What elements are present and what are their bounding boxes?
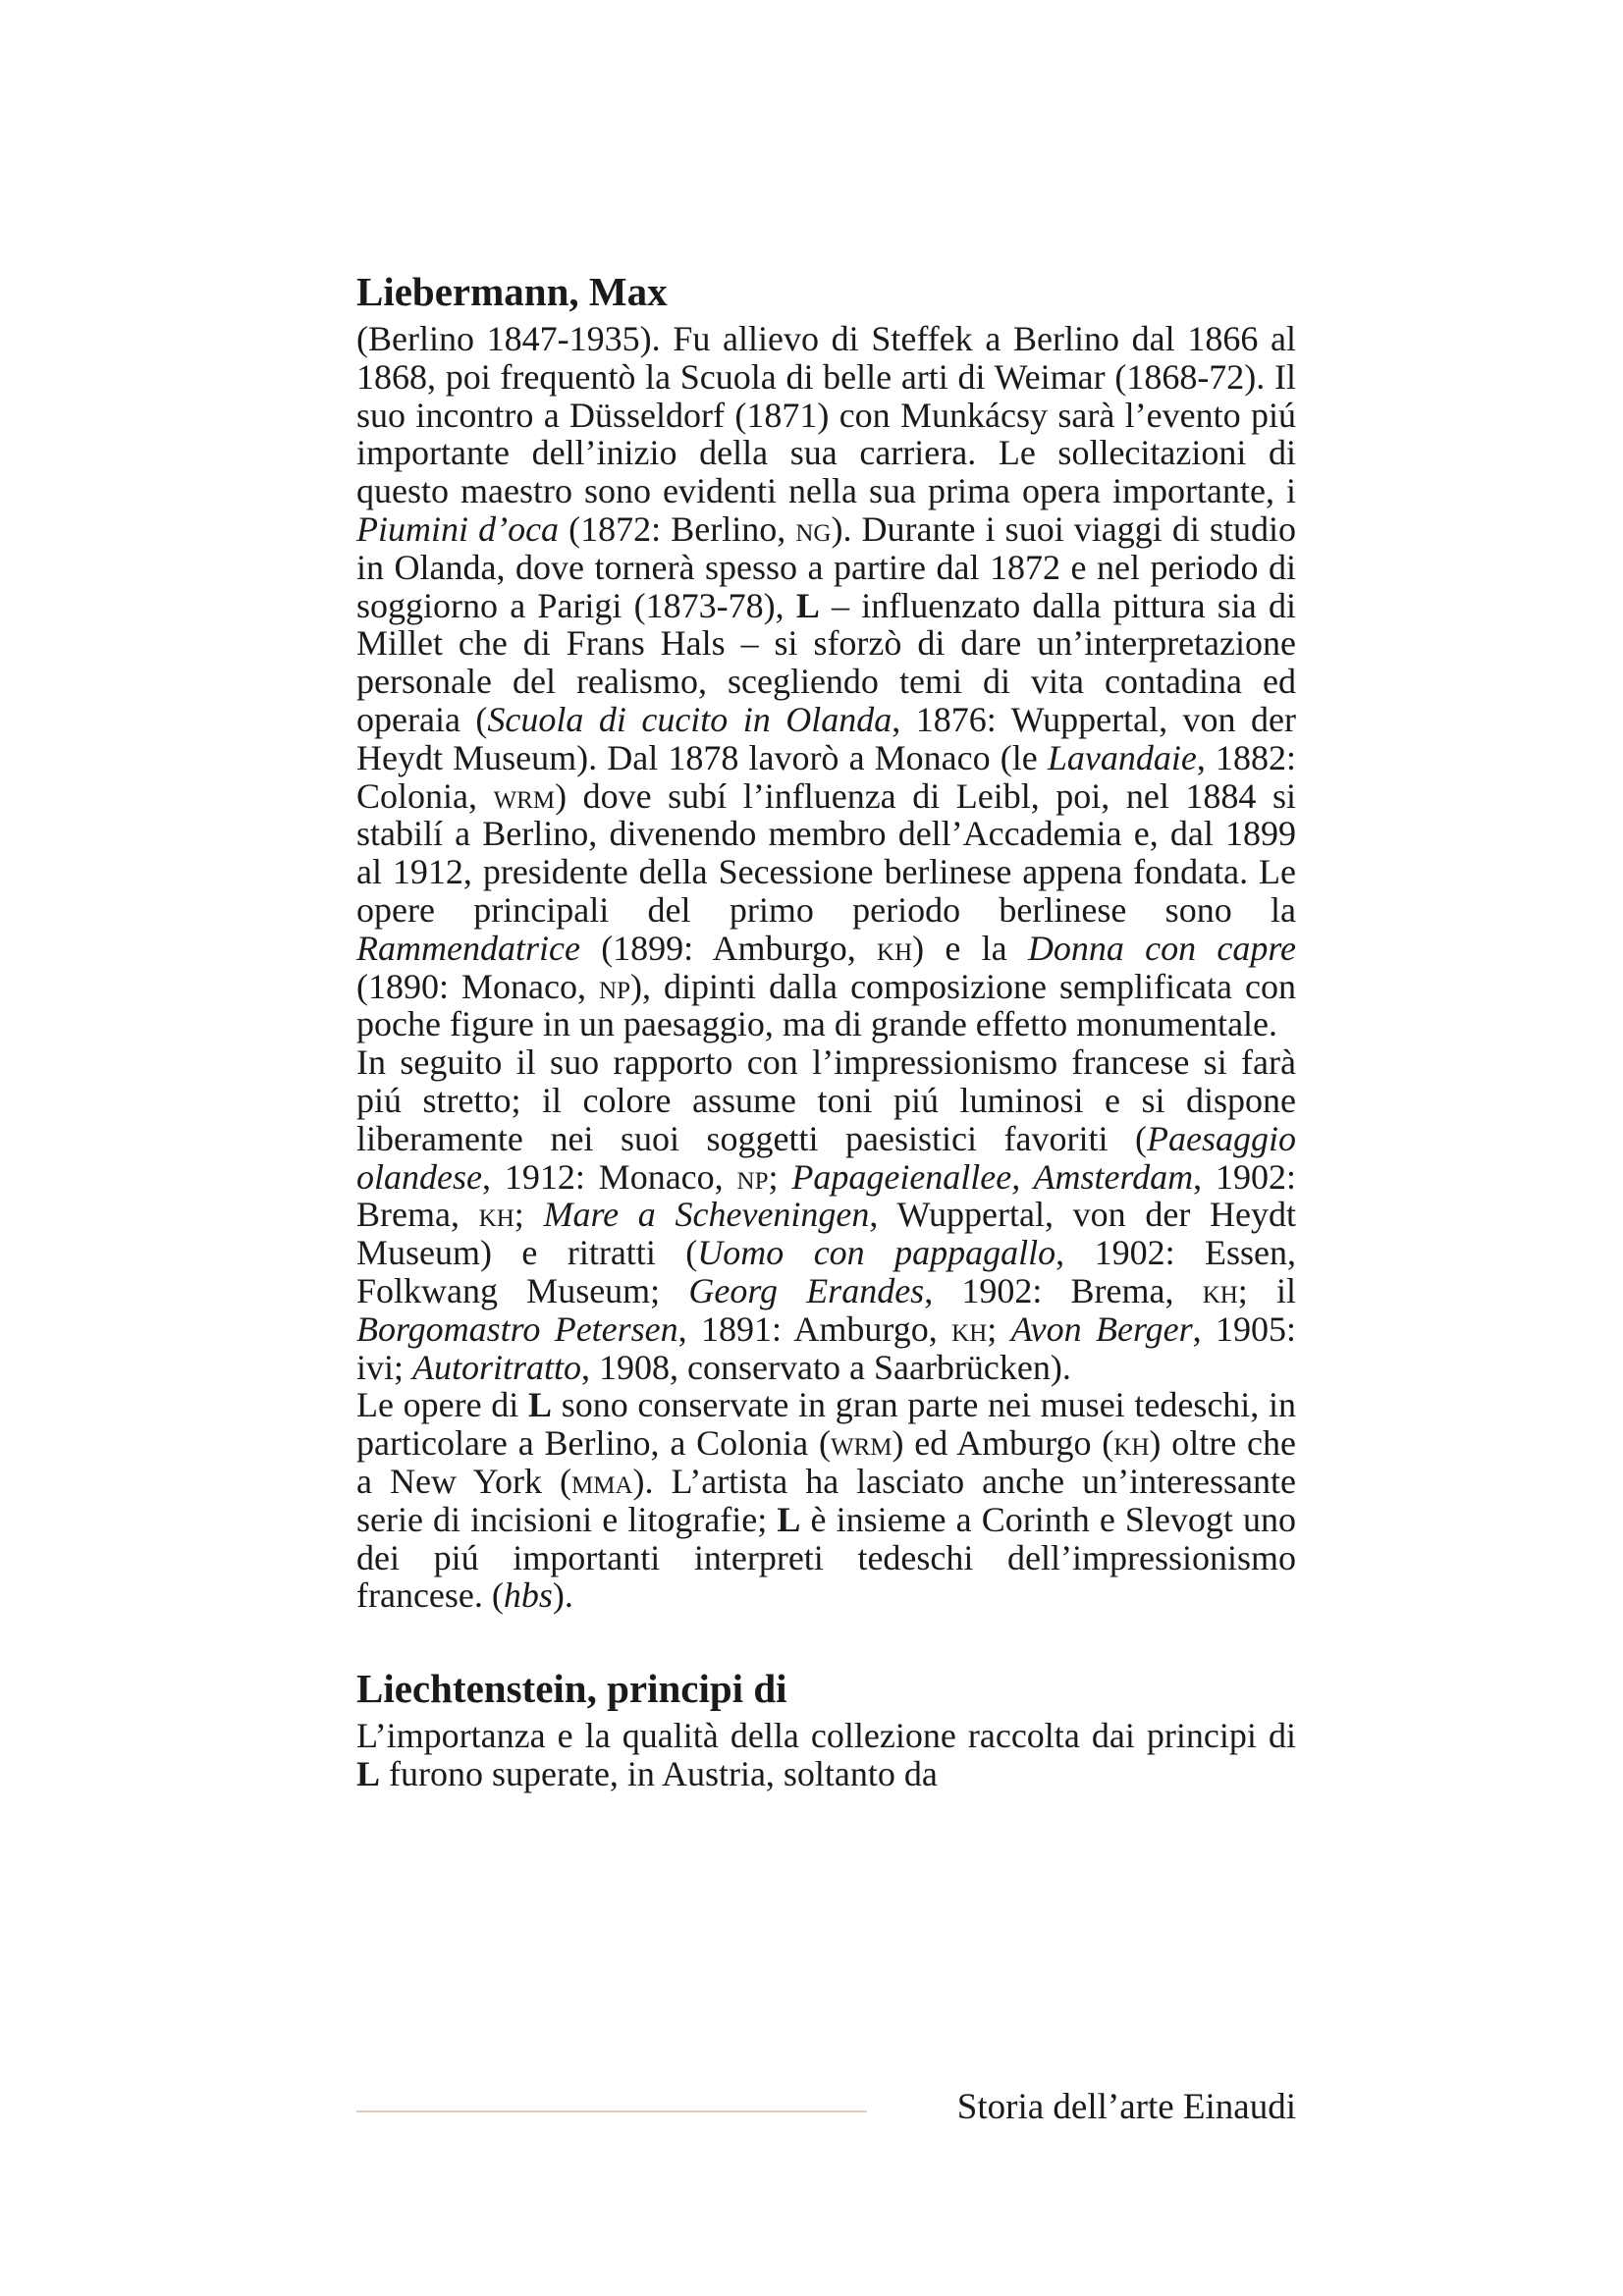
text-run: sono conservate in gran parte nei musei tedeschi, in particolare a Berlino, a Colonia ( <box>356 1385 1297 1464</box>
text-run: è insieme a Corinth e Slevogt uno dei piú importanti interpreti tedeschi dell’impressionismo francese. ( <box>356 1499 1296 1616</box>
entry-paragraph <box>356 1717 1296 1793</box>
bold-initial: L <box>528 1385 553 1425</box>
text-run: (1872: Berlino, <box>559 508 796 549</box>
text-run: furono superate, in Austria, soltanto da <box>380 1753 938 1793</box>
collection-abbrev: np <box>599 966 630 1006</box>
collection-abbrev: kh <box>1202 1270 1238 1310</box>
italic-title: Paesaggio olandese <box>356 1118 1296 1197</box>
entry-title-liechtenstein: Liechtenstein, principi di <box>356 1666 787 1712</box>
text-run: L’importanza e la qualità della collezione raccolta dai principi di <box>356 1716 1296 1756</box>
text-run: , 1902: Essen, Folkwang Museum; <box>356 1233 1296 1310</box>
text-run: ) oltre che a New York ( <box>356 1423 1296 1501</box>
italic-title: hbs <box>503 1575 553 1616</box>
text-run: ) dove subí l’influenza di Leibl, poi, nel 1884 si stabilí a Berlino, divenendo membro dell’Accademia e, dal 1899 al 1912, presidente della Secessione berlinese appena fondata. Le opere principali del primo periodo berlinese sono la <box>356 775 1296 930</box>
footer-divider <box>356 2110 867 2112</box>
italic-title: Autoritratto <box>412 1347 582 1387</box>
collection-abbrev: wrm <box>830 1423 893 1464</box>
bold-initial: L <box>777 1499 801 1539</box>
italic-title: Piumini d’oca <box>356 508 560 549</box>
text-run: , 1902: Brema, <box>924 1270 1203 1310</box>
text-run: , Wuppertal, von der Heydt Museum) e ritratti ( <box>356 1195 1296 1273</box>
text-run: ; <box>987 1308 1011 1349</box>
italic-title: Georg Erandes <box>688 1270 925 1310</box>
italic-title: Papageienallee, Amsterdam <box>791 1156 1194 1197</box>
italic-title: Uomo con pappagallo <box>697 1233 1056 1273</box>
text-run: , 1891: Amburgo, <box>677 1308 952 1349</box>
italic-title: Lavandaie <box>1047 737 1197 777</box>
text-run: ; <box>768 1156 792 1197</box>
entry-paragraph <box>356 1386 1296 1615</box>
text-run: (1890: Monaco, <box>356 966 600 1006</box>
collection-abbrev: np <box>736 1156 769 1197</box>
text-run: (Berlino 1847-1935). Fu allievo di Steffek a Berlino dal 1866 al 1868, poi frequentò la Scuola di belle arti di Weimar (1868-72). Il suo incontro a Düsseldorf (1871) con Munkácsy sarà l’evento piú importante dell’inizio della sua carriera. Le sollecitazioni di questo maestro sono evidenti nella sua prima opera importante, i <box>356 319 1296 511</box>
text-run: – influenzato dalla pittura sia di Millet che di Frans Hals – si sforzò di dare un’interpretazione personale del realismo, scegliendo temi di vita contadina ed operaia ( <box>356 585 1296 739</box>
text-run: Le opere di <box>356 1385 528 1425</box>
entry-paragraph <box>356 320 1296 1043</box>
collection-abbrev: wrm <box>493 775 556 816</box>
text-column <box>356 267 1296 1793</box>
footer-publisher: Storia dell’arte Einaudi <box>956 2087 1296 2127</box>
text-run: ) ed Amburgo ( <box>892 1423 1114 1464</box>
text-run: ). L’artista ha lasciato anche un’interessante serie di incisioni e litografie; <box>356 1461 1296 1539</box>
text-run: ) e la <box>912 928 1028 968</box>
collection-abbrev: kh <box>951 1308 988 1349</box>
italic-title: Borgomastro Petersen <box>356 1308 678 1349</box>
collection-abbrev: mma <box>571 1461 633 1501</box>
text-run: , 1905: ivi; <box>356 1308 1296 1387</box>
bold-initial: L <box>356 1753 381 1793</box>
italic-title: Donna con capre <box>1027 928 1296 968</box>
collection-abbrev: ng <box>795 508 832 549</box>
bold-initial: L <box>795 585 820 625</box>
text-run: , 1908, conservato a Saarbrücken). <box>581 1347 1071 1387</box>
italic-title: Scuola di cucito in Olanda <box>487 699 893 739</box>
text-run: (1899: Amburgo, <box>579 928 878 968</box>
entry-paragraph <box>356 1043 1296 1386</box>
collection-abbrev: kh <box>478 1195 514 1235</box>
text-run: ; <box>514 1195 544 1235</box>
text-run: In seguito il suo rapporto con l’impressionismo francese si farà piú stretto; il colore assume toni piú luminosi e si dispone liberamente nei suoi soggetti paesistici favoriti ( <box>356 1042 1296 1158</box>
text-run: , 1902: Brema, <box>356 1156 1296 1235</box>
text-run: ), dipinti dalla composizione semplificata con poche figure in un paesaggio, ma di grande effetto monumentale. <box>356 966 1296 1044</box>
italic-title: Avon Berger <box>1010 1308 1193 1349</box>
text-run: , 1912: Monaco, <box>481 1156 737 1197</box>
italic-title: Mare a Scheveningen <box>543 1195 870 1235</box>
italic-title: Rammendatrice <box>356 928 580 968</box>
text-run: ). <box>552 1575 573 1616</box>
text-run: , 1882: Colonia, <box>356 737 1296 816</box>
entry-title-liebermann: Liebermann, Max <box>356 269 668 314</box>
text-run: ). Durante i suoi viaggi di studio in Olanda, dove tornerà spesso a partire dal 1872 e nel periodo di soggiorno a Parigi (1873-78), <box>356 508 1296 625</box>
collection-abbrev: kh <box>1113 1423 1150 1464</box>
text-run: ; il <box>1237 1270 1296 1310</box>
collection-abbrev: kh <box>877 928 913 968</box>
text-run: , 1876: Wuppertal, von der Heydt Museum). Dal 1878 lavorò a Monaco (le <box>356 699 1297 777</box>
